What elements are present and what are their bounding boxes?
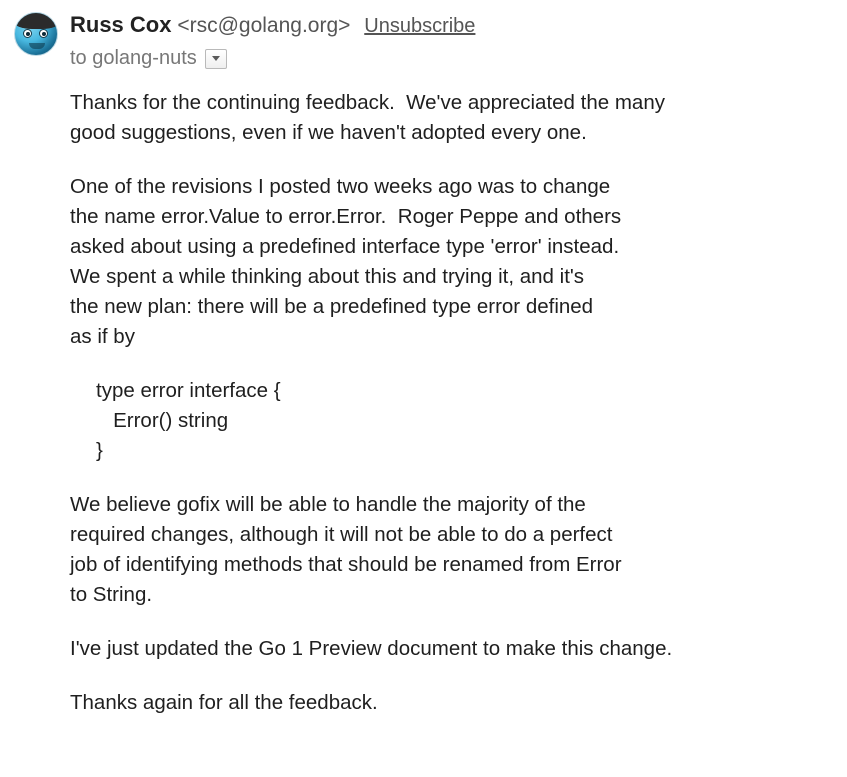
body-paragraph: I've just updated the Go 1 Preview document to make this change.	[70, 637, 673, 660]
caret-shape	[212, 56, 220, 61]
message-header	[14, 10, 833, 70]
avatar-mouth	[29, 43, 45, 49]
sender-block	[70, 10, 475, 70]
body-paragraph: We believe gofix will be able to handle the majority of the required changes, although it will not be able to do a perfect job of identifying methods that should be renamed from Error to String.	[70, 493, 622, 606]
sender-name: Russ Cox	[70, 12, 172, 37]
chevron-down-icon[interactable]	[205, 49, 227, 69]
body-paragraph: Thanks again for all the feedback.	[70, 691, 378, 714]
user-avatar-icon	[14, 12, 58, 56]
avatar-hair	[14, 12, 58, 29]
unsubscribe-link[interactable]: Unsubscribe	[364, 15, 476, 37]
recipient-line	[70, 47, 475, 70]
body-paragraph: One of the revisions I posted two weeks ago was to change the name error.Value to error.Error. Roger Peppe and others asked about using a predefined interface type 'error' instead. We spent a while thinking about this and trying it, and it's the new plan: there will be a predefined type error defined as if by	[70, 175, 622, 348]
body-paragraph: Thanks for the continuing feedback. We've appreciated the many good suggestions, even if we haven't adopted every one.	[70, 91, 665, 144]
avatar-eye-right	[39, 29, 48, 38]
sender-line	[70, 12, 475, 39]
recipient-label: to golang-nuts	[70, 47, 197, 69]
message-body	[70, 88, 833, 718]
code-block: type error interface { Error() string }	[96, 379, 281, 462]
avatar-eye-left	[23, 29, 32, 38]
sender-email: <rsc@golang.org>	[177, 14, 351, 37]
